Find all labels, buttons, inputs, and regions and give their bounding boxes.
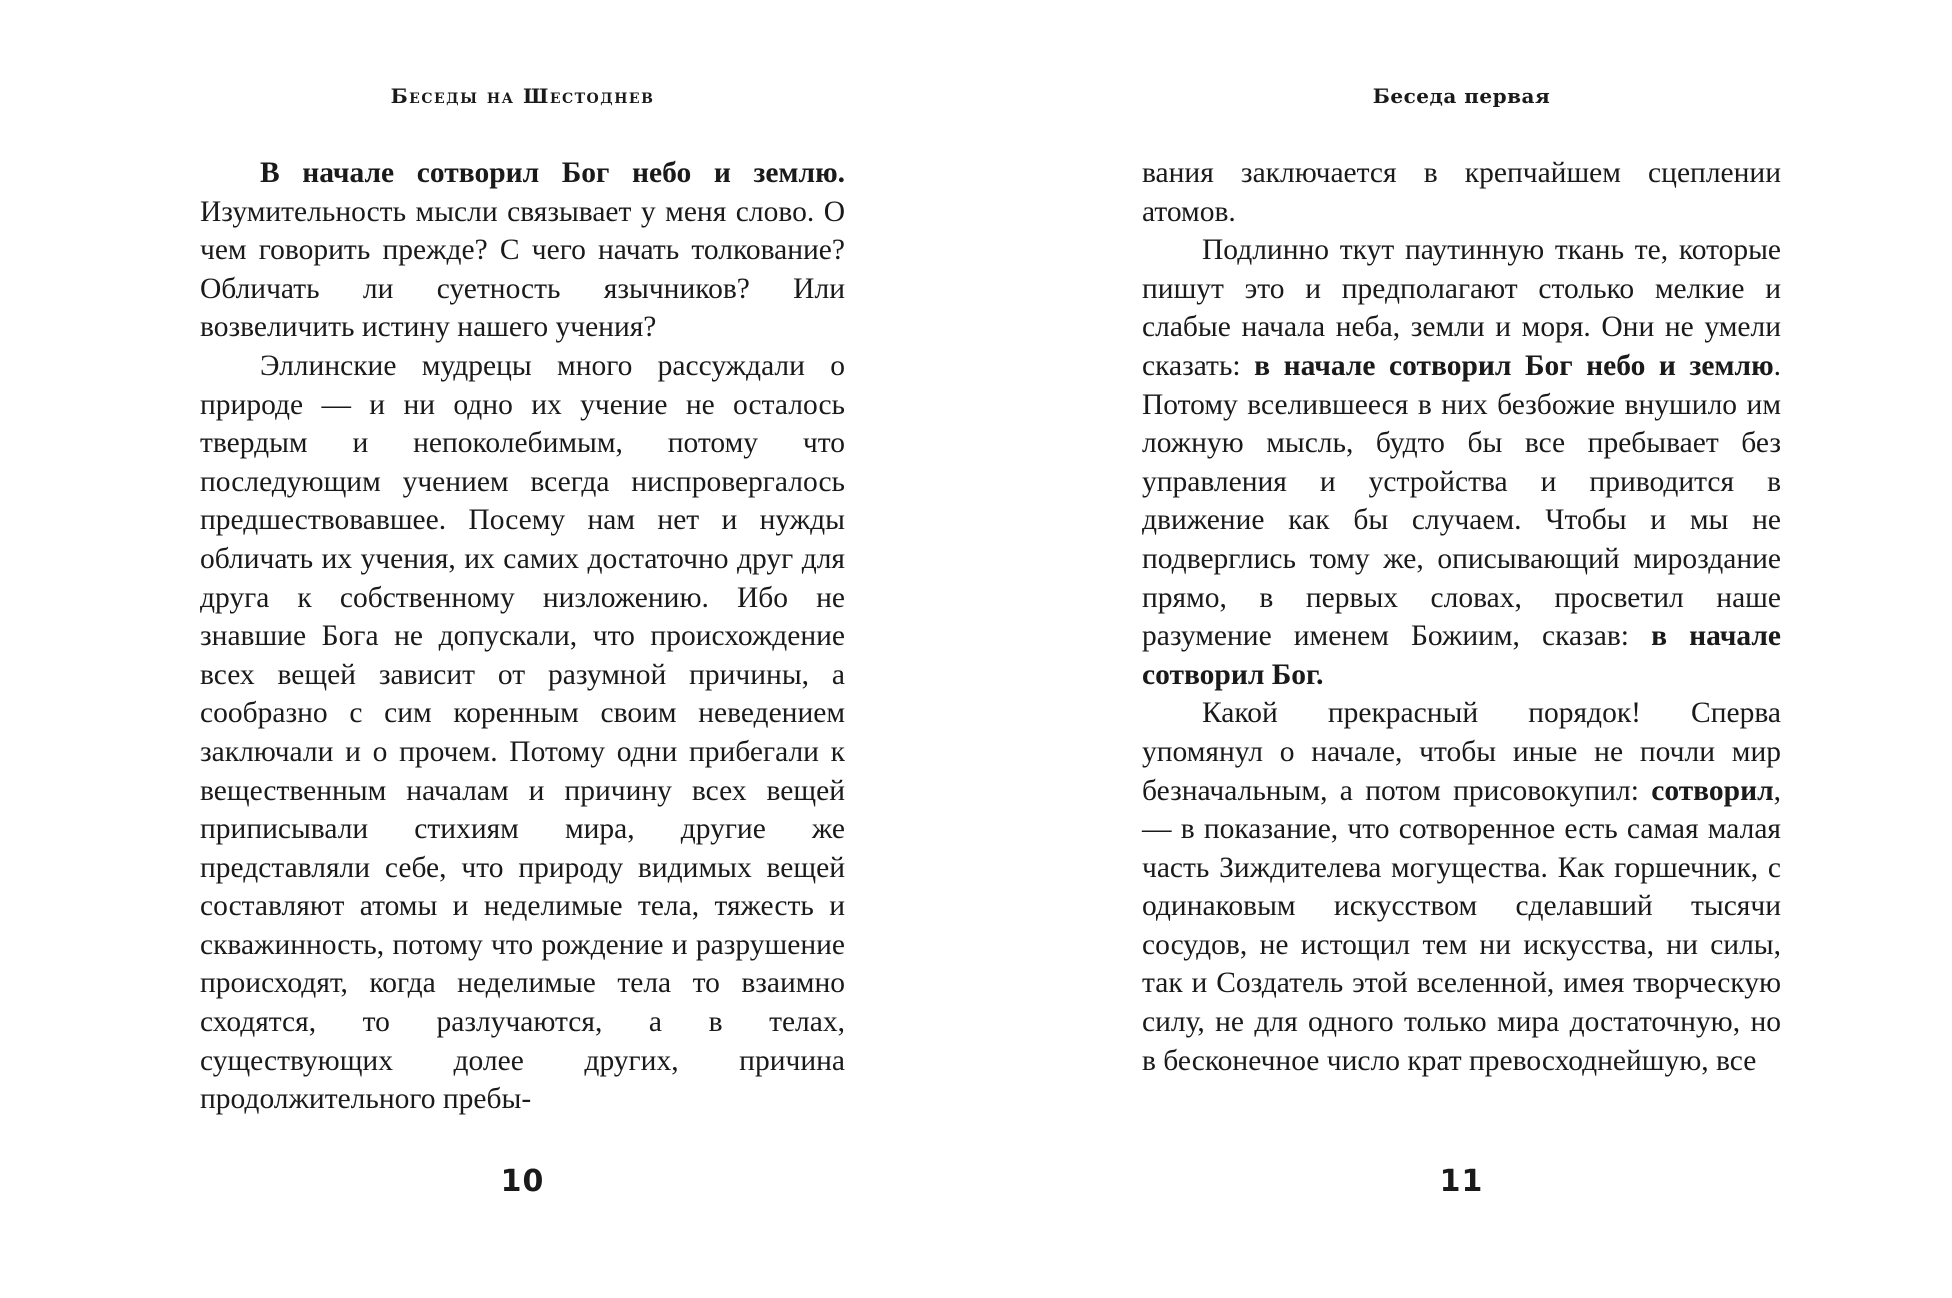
right-paragraph-1: вания заключается в крепчайшем сцеплении атомов. bbox=[1142, 157, 1781, 228]
right-page-number: 11 bbox=[1439, 1164, 1484, 1199]
right-paragraph-3-text-a: Какой прекрасный порядок! Сперва упомянул о начале, чтобы иные не почли мир безначальным, а потом присовокупил: bbox=[1142, 697, 1781, 807]
left-page-text bbox=[200, 154, 845, 1119]
left-paragraph-1 bbox=[200, 154, 845, 347]
right-paragraph-2-text-b: . Потому вселившееся в них безбожие внушило им ложную мысль, будто бы все пребывает без управления и устройства и приводится в движение как бы случаем. Чтобы и мы не подверглись тому же, описывающий мироздание прямо, в первых словах, просветил наше разумение именем Божиим, сказав: bbox=[1142, 349, 1781, 653]
right-paragraph-3 bbox=[1142, 694, 1781, 1080]
right-running-head: Беседа первая bbox=[1372, 84, 1551, 108]
left-paragraph-2: Эллинские мудрецы много рассуждали о природе — и ни одно их учение не осталось твердым и непоколебимым, потому что последующим учением всегда ниспровергалось предшествовавшее. Посему нам нет и нужды обличать их учения, их самих достаточно друг для друга к собственному низложению. Ибо не знавшие Бога не допускали, что происхождение всех вещей зависит от разумной причины, а сообразно с сим коренным своим неведением заключали и о прочем. Потому одни прибегали к вещественным началам и причину всех вещей приписывали стихиям мира, другие же представляли себе, что природу видимых вещей составляют атомы и неделимые тела, тяжесть и скважинность, потому что рождение и разрушение происходят, когда неделимые тела то взаимно сходятся, то разлучаются, а в телах, существующих долее других, причина продолжительного пребы- bbox=[200, 349, 845, 1116]
left-page-number: 10 bbox=[500, 1164, 545, 1199]
scripture-quote: сотворил bbox=[1651, 774, 1774, 807]
right-paragraph-2 bbox=[1142, 231, 1781, 694]
right-page-text bbox=[1142, 154, 1781, 1080]
scripture-quote: в начале сотворил Бог небо и землю bbox=[1254, 349, 1774, 382]
right-paragraph-3-text-b: , — в показание, что сотворенное есть самая малая часть Зиждителева могущества. Как горшечник, с одинаковым искусством сделавший тысячи сосудов, не истощил тем ни искусства, ни силы, так и Создатель этой вселенной, имея творческую силу, не для одного только мира достаточную, но в бесконечное число крат превосходнейшую, все bbox=[1142, 774, 1781, 1077]
scripture-quote: в начале сотворил Бог. bbox=[1142, 620, 1781, 691]
right-paragraph-2-text-a: Подлинно ткут паутинную ткань те, которые пишут это и предполагают столько мелкие и слабые начала неба, земли и моря. Они не умели сказать: bbox=[1142, 234, 1781, 382]
left-paragraph-1-text: Изумительность мысли связывает у меня слово. О чем говорить прежде? С чего начать толкование? Обличать ли суетность язычников? Или возвеличить истину нашего учения? bbox=[200, 195, 845, 344]
left-running-head: Беседы на Шестоднев bbox=[390, 84, 655, 108]
scripture-quote: В начале сотворил Бог небо и землю. bbox=[260, 157, 845, 189]
